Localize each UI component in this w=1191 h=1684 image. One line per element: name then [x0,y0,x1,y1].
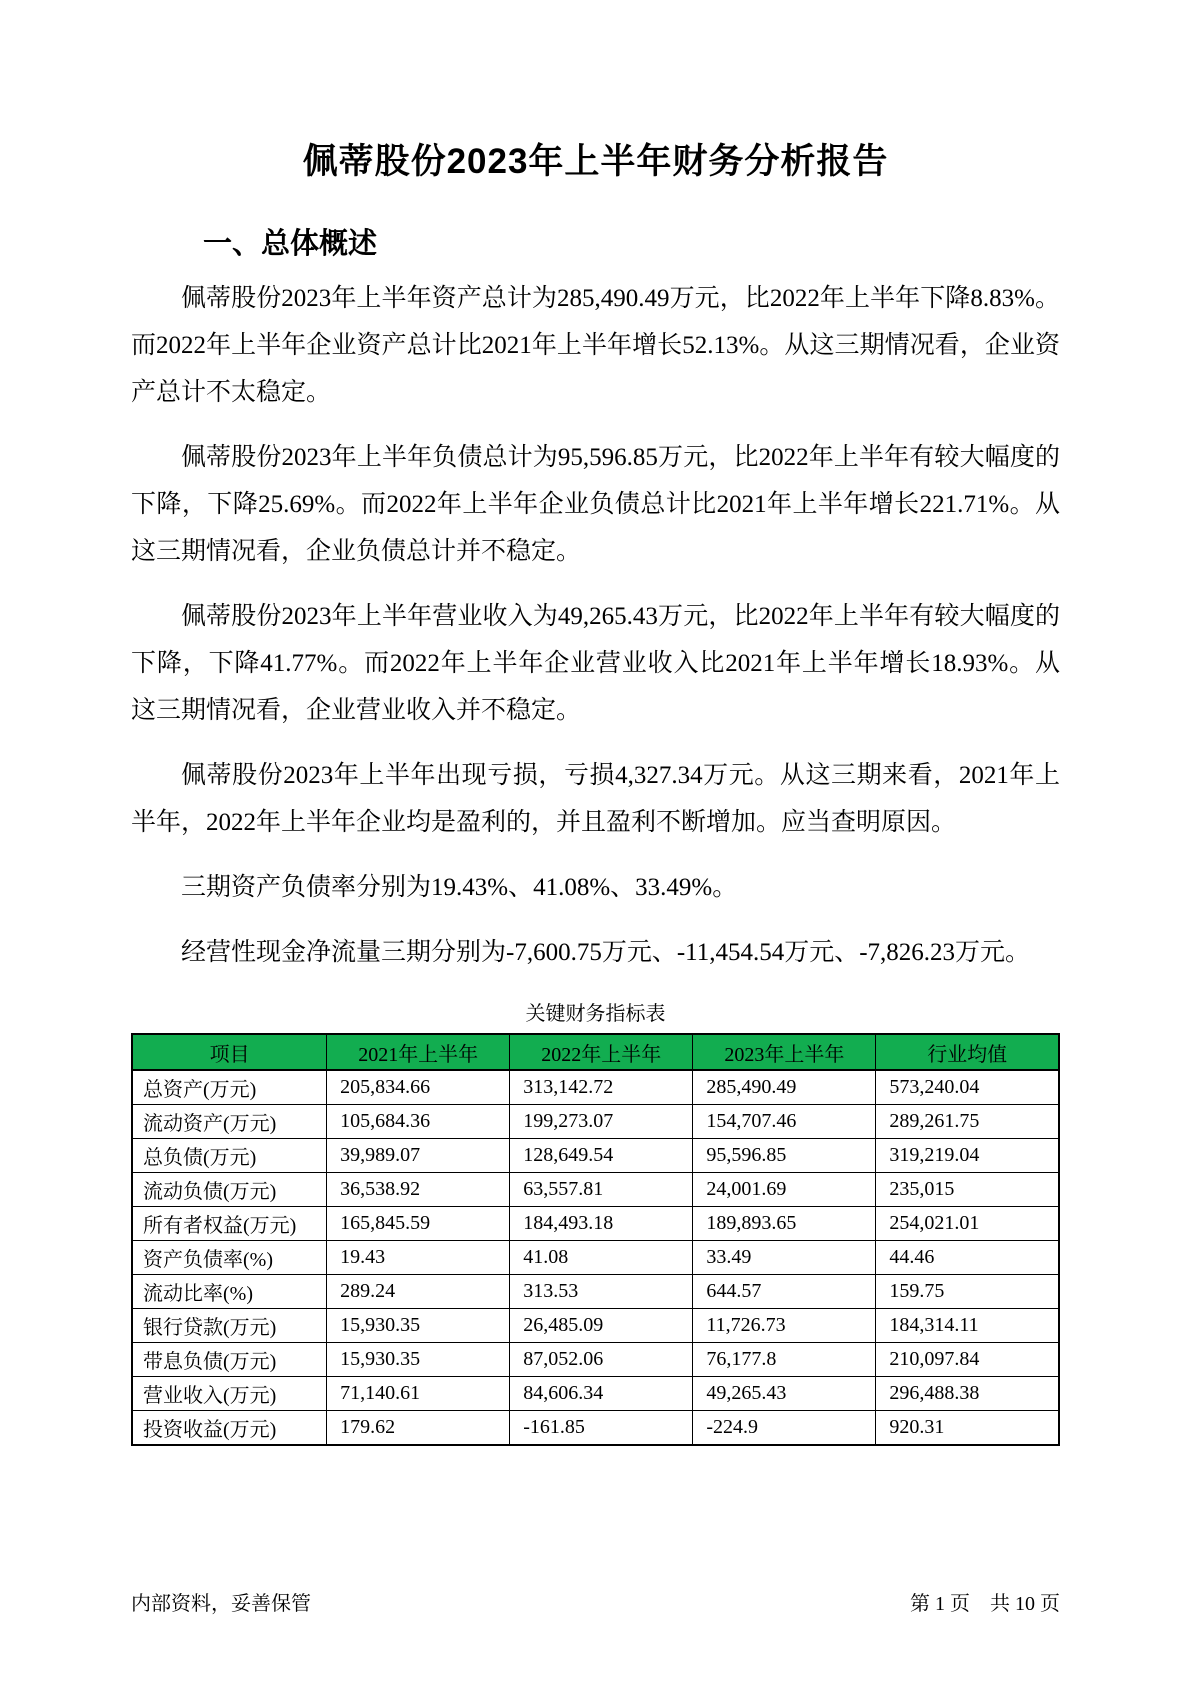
cell-value: 210,097.84 [876,1343,1059,1377]
cell-value: 189,893.65 [693,1207,876,1241]
table-caption: 关键财务指标表 [525,1003,666,1026]
cell-value: 26,485.09 [510,1309,693,1343]
cell-value: 254,021.01 [876,1207,1059,1241]
cell-value: 76,177.8 [693,1343,876,1377]
paragraph-revenue: 佩蒂股份2023年上半年营业收入为49,265.43万元，比2022年上半年有较大幅度的下降，下降41.77%。而2022年上半年企业营业收入比2021年上半年增长18.93%。从这三期情况看，企业营业收入并不稳定。 [131,603,1060,725]
cell-value: 33.49 [693,1241,876,1275]
paragraph-debt-ratio: 三期资产负债率分别为19.43%、41.08%、33.49%。 [181,874,738,902]
row-label: 资产负债率(%) [132,1241,327,1275]
cell-value: 199,273.07 [510,1105,693,1139]
table-row [132,1309,1059,1343]
cell-value: 15,930.35 [327,1309,510,1343]
cell-value: 184,314.11 [876,1309,1059,1343]
cell-value: 644.57 [693,1275,876,1309]
cell-value: 44.46 [876,1241,1059,1275]
row-label: 投资收益(万元) [132,1411,327,1446]
table-row [132,1377,1059,1411]
section-heading: 一、总体概述 [203,227,378,260]
cell-value: 11,726.73 [693,1309,876,1343]
cell-value: 95,596.85 [693,1139,876,1173]
row-label: 流动负债(万元) [132,1173,327,1207]
page-title: 佩蒂股份2023年上半年财务分析报告 [302,142,889,181]
table-row [132,1070,1059,1105]
row-label: 流动资产(万元) [132,1105,327,1139]
row-label: 流动比率(%) [132,1275,327,1309]
row-label: 营业收入(万元) [132,1377,327,1411]
cell-value: 205,834.66 [327,1070,510,1105]
cell-value: 24,001.69 [693,1173,876,1207]
table-row [132,1343,1059,1377]
cell-value: 15,930.35 [327,1343,510,1377]
row-label: 银行贷款(万元) [132,1309,327,1343]
table-row [132,1207,1059,1241]
table-row [132,1139,1059,1173]
cell-value: 319,219.04 [876,1139,1059,1173]
cell-value: 49,265.43 [693,1377,876,1411]
cell-value: 573,240.04 [876,1070,1059,1105]
header-item: 项目 [132,1034,327,1070]
header-2023-h1: 2023年上半年 [693,1034,876,1070]
cell-value: 84,606.34 [510,1377,693,1411]
cell-value: 920.31 [876,1411,1059,1446]
header-2021-h1: 2021年上半年 [327,1034,510,1070]
header-2022-h1: 2022年上半年 [510,1034,693,1070]
cell-value: 71,140.61 [327,1377,510,1411]
cell-value: 105,684.36 [327,1105,510,1139]
cell-value: 184,493.18 [510,1207,693,1241]
cell-value: 289,261.75 [876,1105,1059,1139]
cell-value: 39,989.07 [327,1139,510,1173]
cell-value: 154,707.46 [693,1105,876,1139]
cell-value: 41.08 [510,1241,693,1275]
cell-value: 19.43 [327,1241,510,1275]
key-financial-indicators-table [131,1033,1060,1446]
row-label: 所有者权益(万元) [132,1207,327,1241]
cell-value: 313.53 [510,1275,693,1309]
row-label: 总资产(万元) [132,1070,327,1105]
row-label: 总负债(万元) [132,1139,327,1173]
cell-value: 296,488.38 [876,1377,1059,1411]
cell-value: 165,845.59 [327,1207,510,1241]
cell-value: 235,015 [876,1173,1059,1207]
cell-value: 289.24 [327,1275,510,1309]
table-header-row [132,1034,1059,1070]
paragraph-total-liabilities: 佩蒂股份2023年上半年负债总计为95,596.85万元，比2022年上半年有较大幅度的下降，下降25.69%。而2022年上半年企业负债总计比2021年上半年增长221.71%。从这三期情况看，企业负债总计并不稳定。 [131,444,1060,566]
row-label: 带息负债(万元) [132,1343,327,1377]
cell-value: 63,557.81 [510,1173,693,1207]
table-row [132,1173,1059,1207]
cell-value: 36,538.92 [327,1173,510,1207]
table-row [132,1241,1059,1275]
paragraph-total-assets: 佩蒂股份2023年上半年资产总计为285,490.49万元，比2022年上半年下降8.83%。而2022年上半年企业资产总计比2021年上半年增长52.13%。从这三期情况看，企业资产总计不太稳定。 [131,285,1060,407]
footer-page-number: 第 1 页 共 10 页 [910,1593,1060,1615]
paragraph-cash-flow: 经营性现金净流量三期分别为-7,600.75万元、-11,454.54万元、-7,826.23万元。 [181,939,1031,967]
table-row [132,1275,1059,1309]
footer-confidential-note: 内部资料，妥善保管 [131,1593,311,1615]
table-row [132,1411,1059,1446]
page-footer [131,1592,1060,1616]
paragraph-loss: 佩蒂股份2023年上半年出现亏损，亏损4,327.34万元。从这三期来看，2021年上半年，2022年上半年企业均是盈利的，并且盈利不断增加。应当查明原因。 [131,762,1060,837]
cell-value: 87,052.06 [510,1343,693,1377]
header-industry-average: 行业均值 [876,1034,1059,1070]
cell-value: 179.62 [327,1411,510,1446]
cell-value: 313,142.72 [510,1070,693,1105]
cell-value: 159.75 [876,1275,1059,1309]
cell-value: 128,649.54 [510,1139,693,1173]
table-row [132,1105,1059,1139]
cell-value: -224.9 [693,1411,876,1446]
overview-paragraphs [131,275,1060,976]
cell-value: 285,490.49 [693,1070,876,1105]
cell-value: -161.85 [510,1411,693,1446]
